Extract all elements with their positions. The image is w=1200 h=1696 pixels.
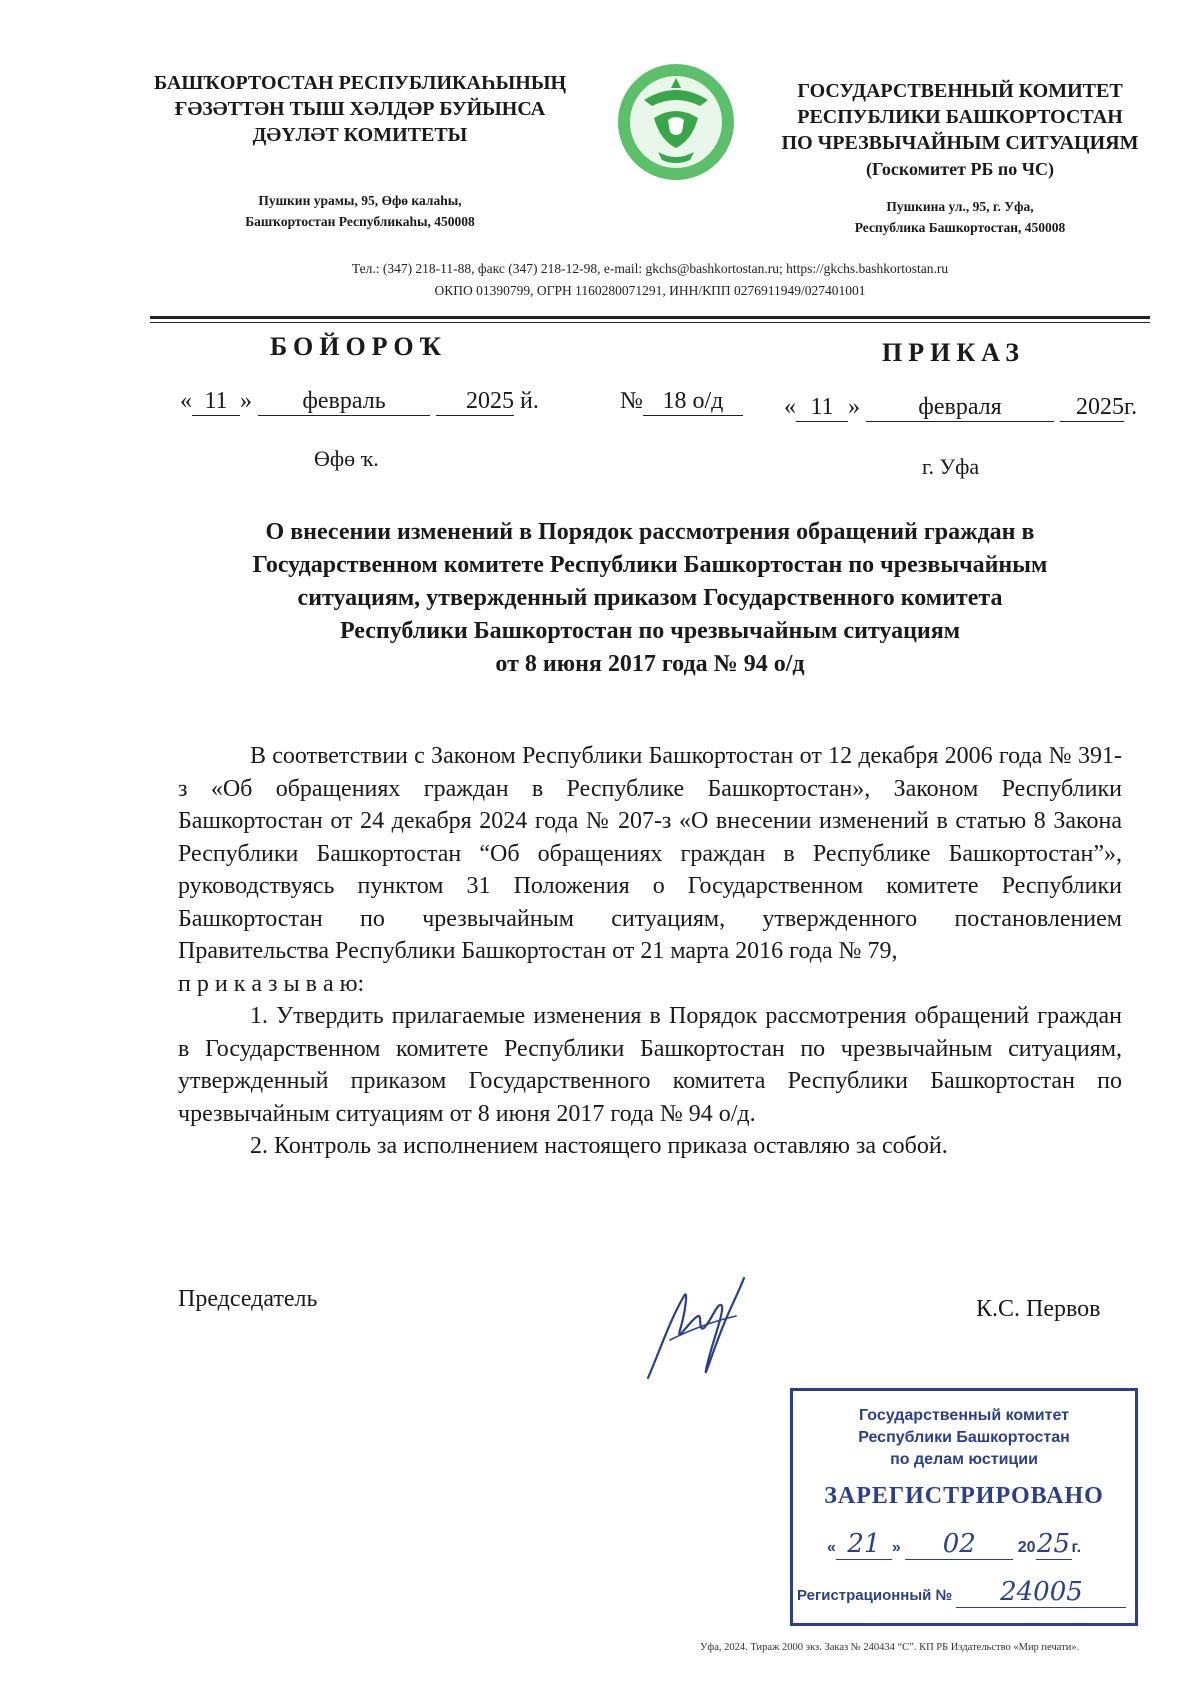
document-title: О внесении изменений в Порядок рассмотрения обращений граждан в Государственном комитете Республики Башкортостан по чрезвычайным ситуациям, утвержденный приказом Государственного комитета Республики Башкортостан по чрезвычайным ситуациям от 8 июня 2017 года № 94 о/д (252, 519, 1048, 677)
date-right: « 11 » февраля 2025г. (784, 394, 1138, 420)
date-right-year: 2025 (1060, 394, 1124, 422)
stamp-date: « 21 » 02 2025г. (827, 1529, 1082, 1559)
date-right-day: 11 (796, 394, 848, 422)
right-address: Пушкина ул., 95, г. Уфа, Республика Башкортостан, 450008 (854, 199, 1066, 235)
header-divider-thin (150, 322, 1150, 323)
handwritten-signature (640, 1270, 770, 1390)
date-left-year: 2025 (436, 388, 514, 416)
left-address: Пушкин урамы, 95, Өфө калаһы, Башҡортостан Республикаһы, 450008 (245, 193, 475, 229)
stamp-status: ЗАРЕГИСТРИРОВАНО (824, 1483, 1104, 1509)
item-1: 1. Утвердить прилагаемые изменения в Порядок рассмотрения обращений граждан в Государственном комитете Республики Башкортостан по чрезвычайным ситуациям, утвержденный приказом Государственного комитета Республики Башкортостан по чрезвычайным ситуациям от 8 июня 2017 года № 94 о/д. (178, 1003, 1122, 1127)
left-org-name: БАШҠОРТОСТАН РЕСПУБЛИКАҺЫНЫҢ ҒӘЗӘТТӘН ТЫШ ХӘЛДӘР БУЙЫНСА ДӘҮЛӘТ КОМИТЕТЫ (153, 72, 567, 146)
stamp-org: Государственный комитет Республики Башкортостан по делам юстиции (858, 1407, 1070, 1468)
document-body (178, 740, 1122, 1163)
contacts-line: Тел.: (347) 218-11-88, факс (347) 218-12-98, e-mail: gkchs@bashkortostan.ru; https://gkchs.bashkortostan.ru ОКПО 01390799, ОГРН 1160280071291, ИНН/КПП 0276911949/027401001 (351, 261, 949, 298)
header-divider-thick (150, 316, 1150, 319)
intro-paragraph: В соответствии с Законом Республики Башкортостан от 12 декабря 2006 года № 391-з «Об обращениях граждан в Республике Башкортостан», Законом Республики Башкортостан от 24 декабря 2024 года № 207-з «О внесении изменений в статью 8 Закона Республики Башкортостан “Об обращениях граждан в Республике Башкортостан”», руководствуясь пунктом 31 Положения о Государственном комитете Республики Башкортостан по чрезвычайным ситуациям, утвержденного постановлением Правительства Республики Башкортостан от 21 марта 2016 года № 79, (178, 743, 1122, 964)
stamp-reg-number: Регистрационный № 24005 (797, 1577, 1126, 1608)
coat-of-arms-emblem (614, 60, 738, 184)
date-right-month: февраля (866, 394, 1054, 422)
city-left: Өфө ҡ. (314, 446, 379, 471)
registration-stamp (790, 1388, 1138, 1626)
date-left: « 11 » февраль 2025 й. (180, 388, 539, 414)
date-left-month: февраль (258, 388, 430, 416)
right-org-name: ГОСУДАРСТВЕННЫЙ КОМИТЕТ РЕСПУБЛИКИ БАШКОРТОСТАН ПО ЧРЕЗВЫЧАЙНЫМ СИТУАЦИЯМ (Госкомитет РБ по ЧС) (781, 80, 1139, 179)
city-right: г. Уфа (922, 454, 980, 479)
signatory-position: Председатель (178, 1286, 318, 1312)
order-word: п р и к а з ы в а ю: (178, 970, 365, 997)
heading-right: ПРИКАЗ (882, 338, 1026, 367)
date-left-day: 11 (192, 388, 240, 416)
heading-left: БОЙОРОҠ (270, 332, 448, 361)
item-2: 2. Контроль за исполнением настоящего приказа оставляю за собой. (250, 1133, 948, 1159)
print-footer: Уфа, 2024. Тираж 2000 экз. Заказ № 240434 “С”. КП РБ Издательство «Мир печати». (700, 1642, 1080, 1653)
signatory-name: К.С. Первов (976, 1296, 1101, 1322)
document-number: № 18 о/д (620, 388, 743, 416)
